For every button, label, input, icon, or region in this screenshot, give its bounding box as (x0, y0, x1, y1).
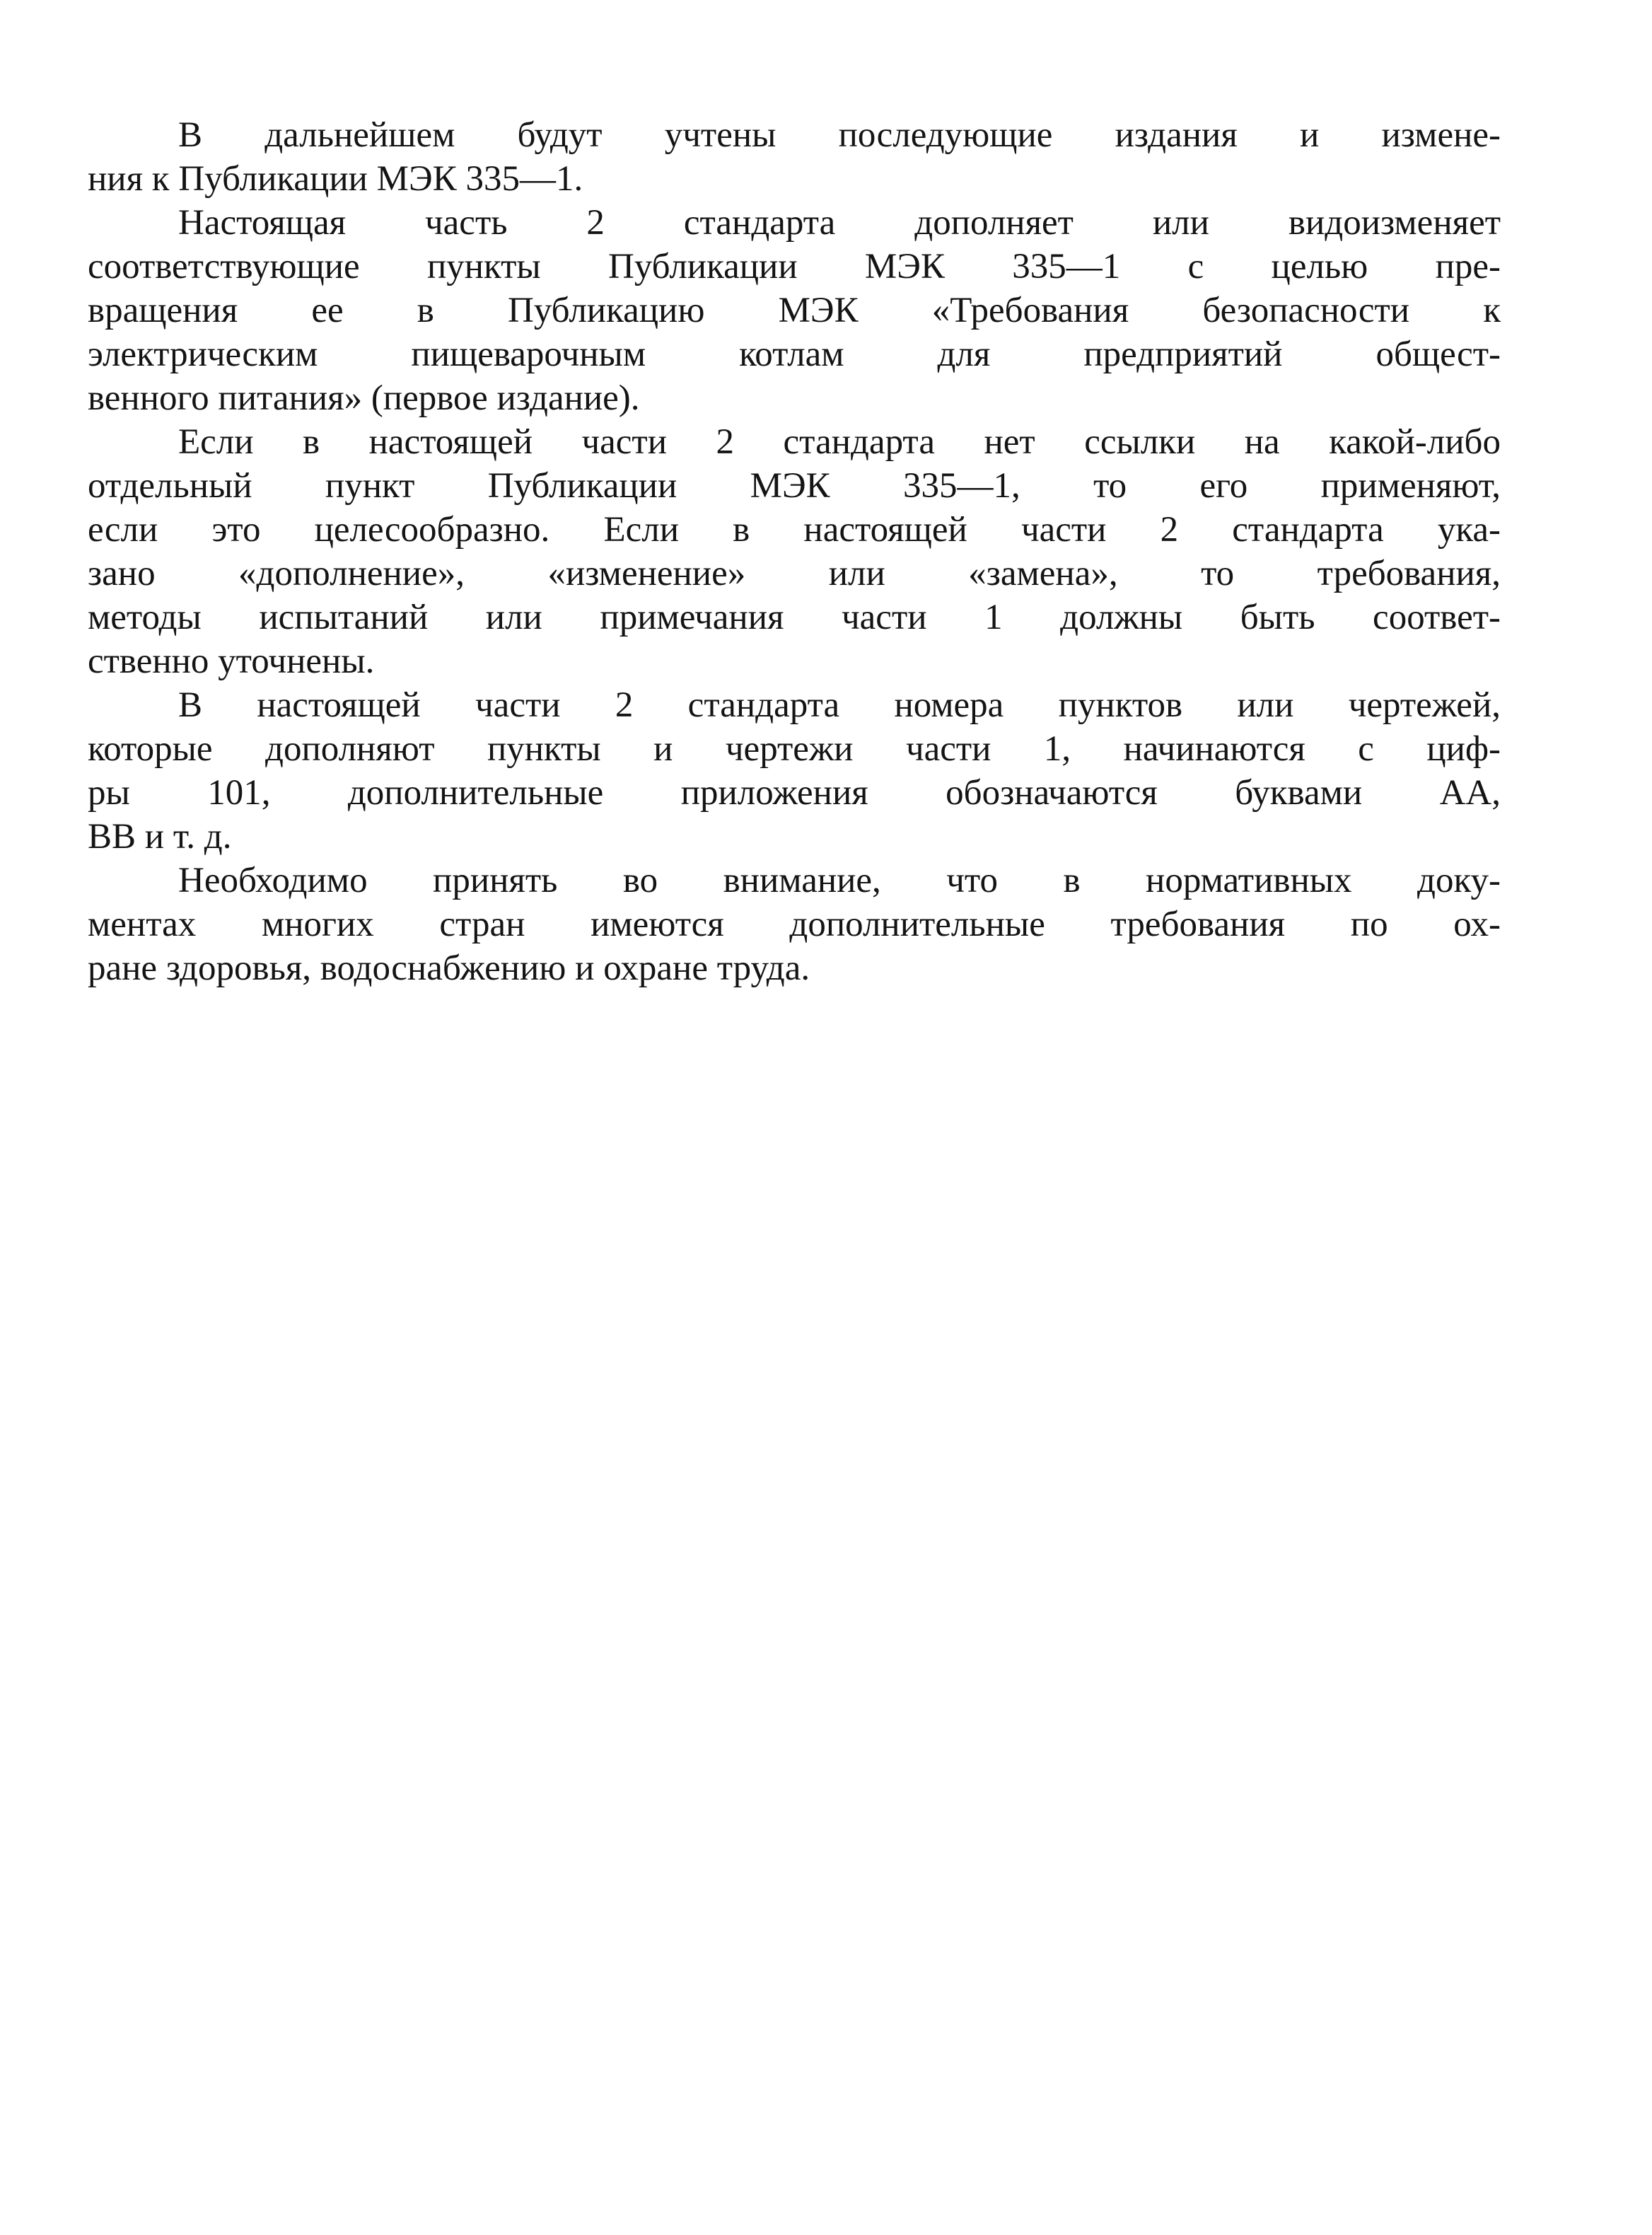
text-line: ния к Публикации МЭК 335—1. (88, 159, 583, 199)
paragraph-3 (88, 420, 1501, 683)
text-line: В дальнейшем будут учтены последующие издания и измене- (178, 115, 1501, 155)
text-line: электрическим пищеварочным котлам для предприятий общест- (88, 335, 1501, 374)
text-line: Настоящая часть 2 стандарта дополняет или видоизменяет (178, 203, 1501, 243)
text-line: ментах многих стран имеются дополнительные требования по ох- (88, 905, 1501, 944)
text-line: отдельный пункт Публикации МЭК 335—1, то его применяют, (88, 466, 1501, 506)
paragraph-2 (88, 201, 1501, 420)
text-line: ры 101, дополнительные приложения обозначаются буквами АА, (88, 773, 1501, 813)
text-line: которые дополняют пункты и чертежи части 1, начинаются с циф- (88, 729, 1501, 769)
text-line: вращения ее в Публикацию МЭК «Требования безопасности к (88, 291, 1501, 330)
text-line: если это целесообразно. Если в настоящей части 2 стандарта ука- (88, 510, 1501, 550)
paragraph-1 (88, 113, 1501, 201)
text-line: Если в настоящей части 2 стандарта нет ссылки на какой-либо (178, 422, 1501, 462)
document-text (88, 113, 1501, 990)
paragraph-4 (88, 683, 1501, 859)
text-line: методы испытаний или примечания части 1 должны быть соответ- (88, 598, 1501, 637)
text-line: соответствующие пункты Публикации МЭК 335—1 с целью пре- (88, 247, 1501, 286)
text-line: Необходимо принять во внимание, что в нормативных доку- (178, 861, 1501, 900)
text-line: В настоящей части 2 стандарта номера пунктов или чертежей, (178, 685, 1501, 725)
paragraph-5 (88, 859, 1501, 990)
text-line: венного питания» (первое издание). (88, 378, 640, 418)
text-line: зано «дополнение», «изменение» или «замена», то требования, (88, 554, 1501, 593)
text-line: ственно уточнены. (88, 642, 375, 681)
text-line: ВВ и т. д. (88, 817, 232, 857)
text-line: ране здоровья, водоснабжению и охране труда. (88, 948, 810, 988)
